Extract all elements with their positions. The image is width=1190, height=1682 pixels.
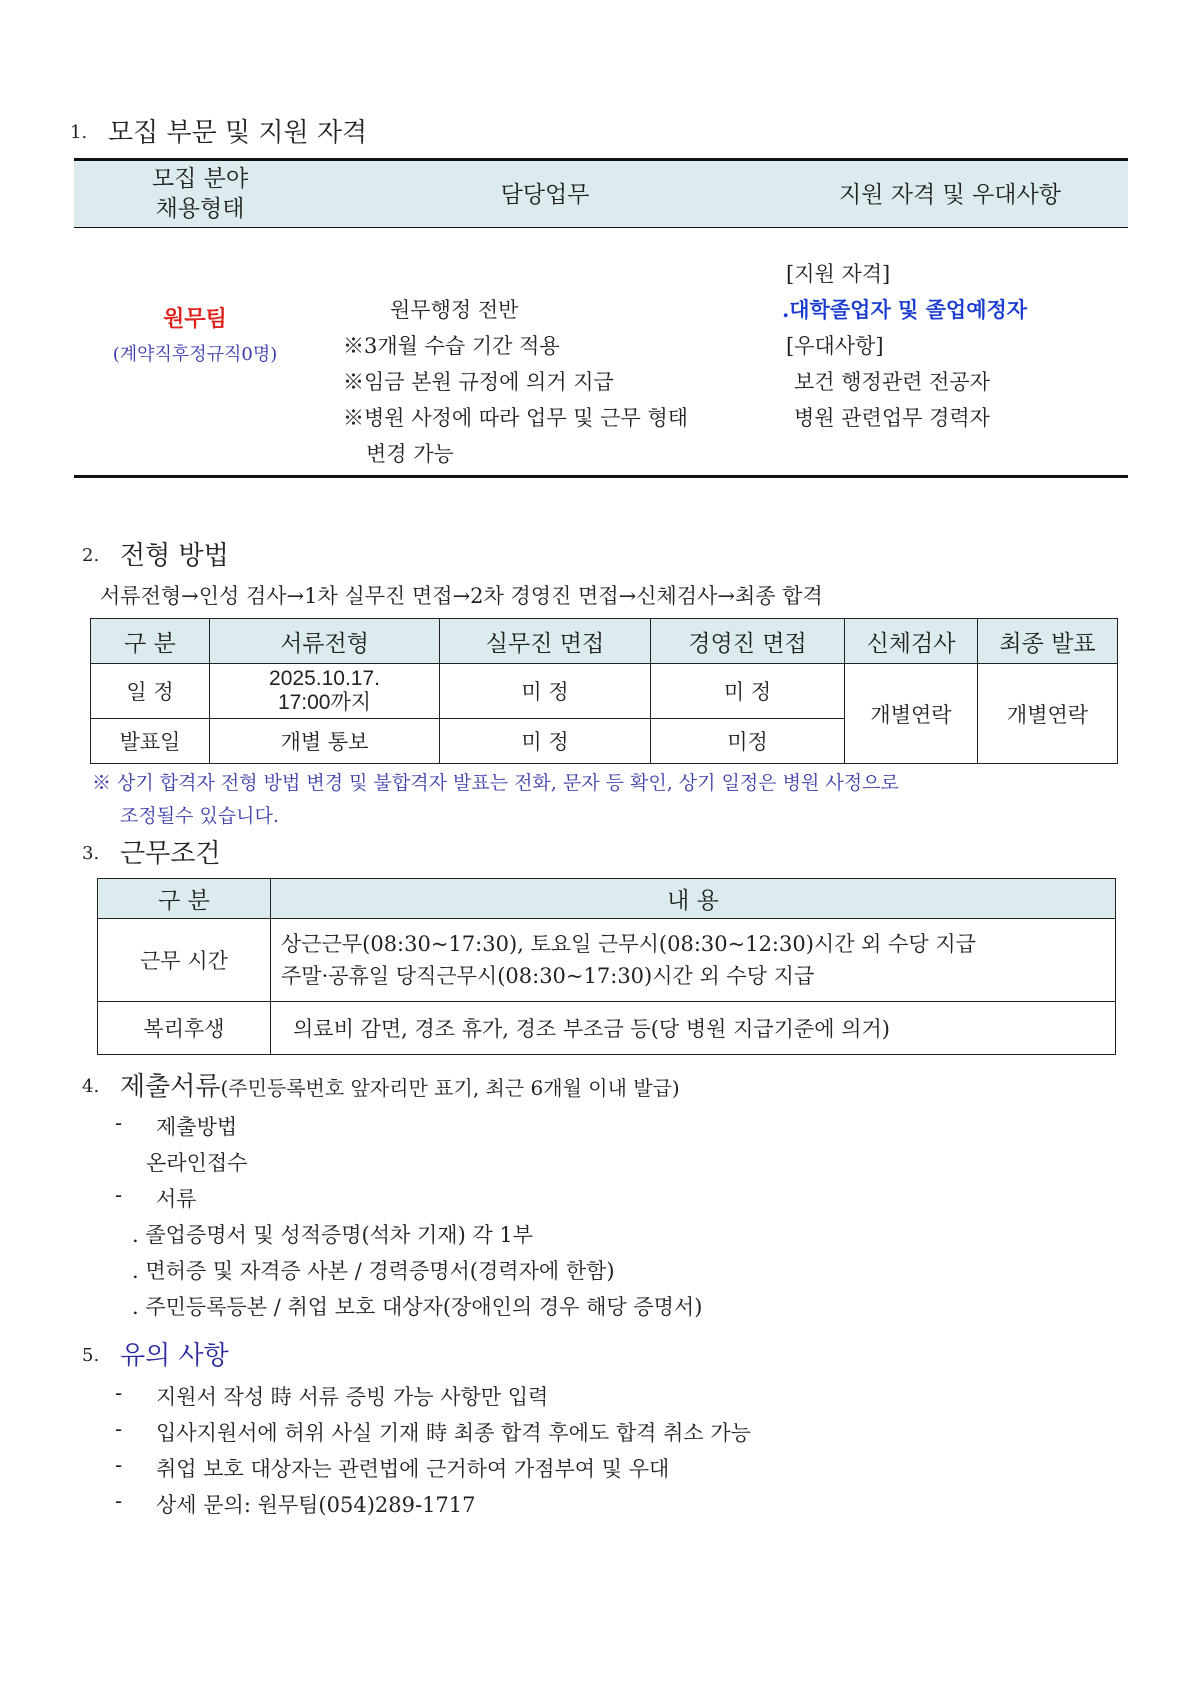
cell-value: 미 정 [440,718,651,763]
col-header: 서류전형 [210,619,440,664]
section5-title: 유의 사항 [120,1341,229,1371]
duty-line: ※3개월 수습 기간 적용 [343,334,560,358]
method-label: 제출방법 [156,1115,238,1139]
col-header: 경영진 면접 [651,619,845,664]
cell-value: 미 정 [651,664,845,718]
table-header-rule [74,227,1128,228]
selection-note: 조정될수 있습니다. [120,805,279,827]
dash: - [115,1417,123,1441]
header-duty: 담당업무 [500,182,590,208]
notice-item: 취업 보호 대상자는 관련법에 근거하여 가점부여 및 우대 [156,1457,670,1481]
method-value: 온라인접수 [146,1151,248,1175]
qual-label: [지원 자격] [786,262,891,286]
col-header: 실무진 면접 [440,619,651,664]
row-label: 복리후생 [98,1002,271,1055]
dash: - [115,1381,123,1405]
pref-item: 병원 관련업무 경력자 [794,406,990,430]
row-label: 근무 시간 [98,919,271,1002]
qual-value: .대학졸업자 및 졸업예정자 [782,297,1028,322]
doc-item: . 졸업증명서 및 성적증명(석차 기재) 각 1부 [132,1223,534,1247]
dash: - [115,1453,123,1477]
work-conditions-table [97,878,1116,1055]
table-bottom-rule [74,475,1128,478]
work-hours: 상근근무(08:30~17:30), 토요일 근무시(08:30~12:30)시간 외 수당 지급 주말·공휴일 당직근무시(08:30~17:30)시간 외 수당 지급 [271,919,1116,1002]
notice-item: 입사지원서에 허위 사실 기재 時 최종 합격 후에도 합격 취소 가능 [156,1421,751,1445]
section2-number: 2. [82,545,100,566]
section1-number: 1. [70,122,88,143]
dash: - [115,1489,123,1513]
col-header: 신체검사 [845,619,978,664]
section2-title: 전형 방법 [120,541,229,571]
col-header: 구 분 [98,879,271,919]
doc-item: . 면허증 및 자격증 사본 / 경력증명서(경력자에 한함) [132,1259,615,1283]
notice-item: 상세 문의: 원무팀(054)289-1717 [156,1493,476,1517]
selection-header-row [91,619,1118,664]
selection-note: ※ 상기 합격자 전형 방법 변경 및 불합격자 발표는 전화, 문자 등 확인, 상기 일정은 병원 사정으로 [92,772,899,794]
employment-type: (계약직후정규직0명) [112,344,278,365]
doc-item: . 주민등록등본 / 취업 보호 대상자(장애인의 경우 해당 증명서) [132,1295,703,1319]
section4-number: 4. [82,1076,100,1097]
welfare: 의료비 감면, 경조 휴가, 경조 부조금 등(당 병원 지급기준에 의거) [271,1002,1116,1055]
work-hours-row [98,919,1116,1002]
pref-label: [우대사항] [786,334,884,358]
duty-line: 원무행정 전반 [390,298,519,322]
header-qualification: 지원 자격 및 우대사항 [839,182,1061,208]
col-header: 최종 발표 [978,619,1118,664]
header-field: 모집 분야 채용형태 [151,166,249,222]
row-label: 발표일 [91,718,210,763]
table-top-rule [74,158,1128,161]
pref-item: 보건 행정관련 전공자 [794,370,990,394]
doc-deadline: 2025.10.17. 17:00까지 [210,664,440,718]
welfare-row [98,1002,1116,1055]
notice-item: 지원서 작성 時 서류 증빙 가능 사항만 입력 [156,1385,549,1409]
cell-value: 미정 [651,718,845,763]
dash: - [115,1183,123,1207]
cell-value: 미 정 [440,664,651,718]
selection-table [90,618,1118,764]
selection-flow: 서류전형→인성 검사→1차 실무진 면접→2차 경영진 면접→신체검사→최종 합격 [100,584,823,608]
duty-line: 변경 가능 [366,442,454,466]
team-name: 원무팀 [163,306,227,332]
final-announcement: 개별연락 [978,664,1118,764]
dash: - [115,1111,123,1135]
section1-title: 모집 부문 및 지원 자격 [108,118,368,148]
duty-line: ※병원 사정에 따라 업무 및 근무 형태 [343,406,689,430]
col-header: 내 용 [271,879,1116,919]
docs-label: 서류 [156,1187,197,1211]
col-header: 구 분 [91,619,210,664]
section4-heading: 제출서류(주민등록번호 앞자리만 표기, 최근 6개월 이내 발급) [120,1072,680,1102]
schedule-row [91,664,1118,718]
work-header-row [98,879,1116,919]
physical-exam: 개별연락 [845,664,978,764]
cell-value: 개별 통보 [210,718,440,763]
duty-line: ※임금 본원 규정에 의거 지급 [343,370,614,394]
section3-title: 근무조건 [120,839,221,869]
section3-number: 3. [82,843,100,864]
row-label: 일 정 [91,664,210,718]
section5-number: 5. [82,1345,100,1366]
